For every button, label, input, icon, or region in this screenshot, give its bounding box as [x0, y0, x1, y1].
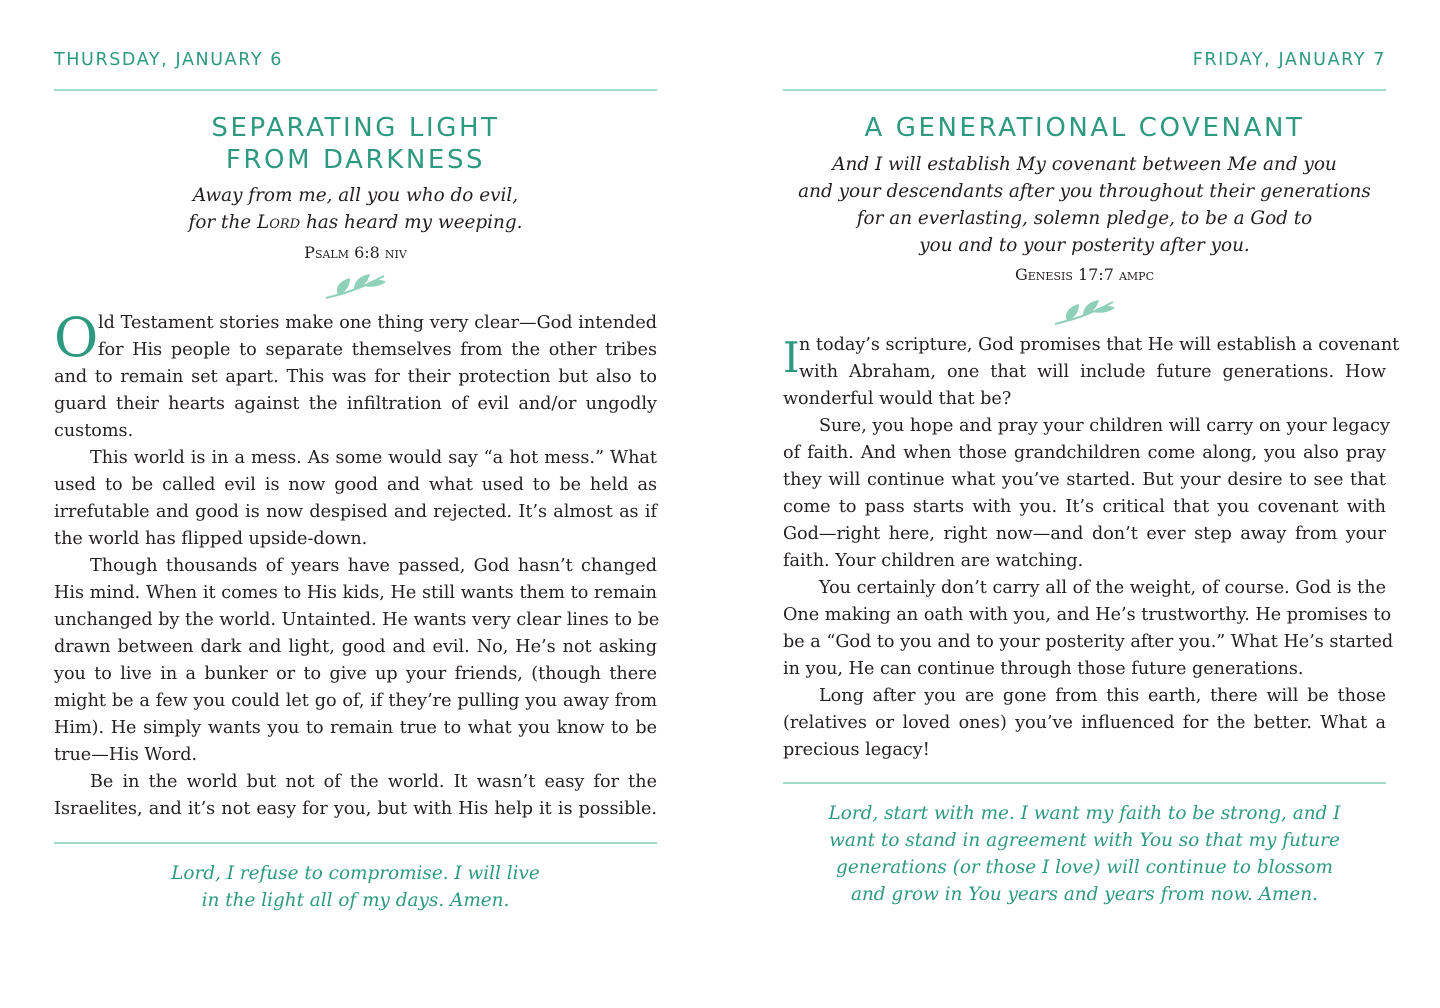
body-line: come to pass starts with you. It’s critical that you covenant with — [783, 497, 1386, 517]
title-line: A GENERATIONAL COVENANT — [864, 113, 1305, 143]
prayer-line: and grow in You years and years from now. Amen. — [851, 884, 1318, 905]
body-line: n today’s scripture, God promises that He will establish a covenant — [799, 335, 1400, 355]
right-page — [783, 0, 1400, 1008]
body-line: true—His Word. — [54, 745, 198, 765]
prayer-rule — [783, 782, 1386, 784]
devotion-body — [783, 332, 1400, 764]
prayer-line: want to stand in agreement with You so that my future — [829, 830, 1340, 851]
body-paragraph — [54, 769, 657, 823]
body-line: the world has flipped upside-down. — [54, 529, 368, 549]
body-line: for His people to separate themselves from the other tribes — [98, 340, 657, 360]
verse-line: Away from me, all you who do evil, — [192, 185, 519, 206]
prayer-line: Lord, I refuse to compromise. I will live — [171, 863, 540, 884]
body-line: you to live in a bunker or to give up your friends, (though there — [54, 664, 657, 684]
body-line: and to remain set apart. This was for their protection but also to — [54, 367, 657, 387]
body-line: Though thousands of years have passed, God hasn’t changed — [90, 556, 657, 576]
body-line: used to be called evil is now good and what used to be held as — [54, 475, 657, 495]
body-paragraph — [783, 575, 1394, 683]
scripture-citation: Psalm 6:8 niv — [304, 243, 407, 262]
title-line: FROM DARKNESS — [225, 145, 486, 175]
prayer-line: Lord, start with me. I want my faith to be strong, and I — [828, 803, 1341, 824]
body-line: ld Testament stories make one thing very clear—God intended — [98, 313, 657, 333]
devotion-title — [54, 112, 657, 176]
drop-cap: I — [783, 333, 800, 382]
verse-line: you and to your posterity after you. — [919, 235, 1250, 256]
body-paragraph — [54, 306, 657, 445]
body-line: Long after you are gone from this earth, there will be those — [819, 686, 1386, 706]
body-paragraph — [783, 332, 1400, 413]
body-paragraph — [54, 445, 657, 553]
scripture-citation: Genesis 17:7 ampc — [1014, 265, 1154, 284]
top-rule — [54, 89, 657, 91]
drop-cap: O — [54, 306, 99, 369]
body-paragraph — [783, 413, 1390, 575]
leaf-sprig-icon — [324, 272, 388, 300]
verse-line: and your descendants after you throughout their generations — [798, 181, 1371, 202]
title-line: SEPARATING LIGHT — [211, 113, 500, 143]
scripture-verse — [54, 182, 657, 236]
body-line: You certainly don’t carry all of the weight, of course. God is the — [819, 578, 1386, 598]
body-line: might be a few you could let go of, if they’re pulling you away from — [54, 691, 657, 711]
body-line: One making an oath with you, and He’s trustworthy. He promises to — [783, 605, 1392, 625]
body-line: with Abraham, one that will include future generations. How — [799, 362, 1386, 382]
body-line: in you, He can continue through those future generations. — [783, 659, 1304, 679]
scripture-verse — [783, 151, 1386, 259]
body-line: wonderful would that be? — [783, 389, 1012, 409]
body-line: of faith. And when those grandchildren come along, you also pray — [783, 443, 1386, 463]
body-line: precious legacy! — [783, 740, 930, 760]
page-date: FRIDAY, JANUARY 7 — [1192, 50, 1386, 70]
prayer-rule — [54, 842, 657, 844]
body-paragraph — [54, 553, 660, 769]
closing-prayer — [783, 800, 1386, 908]
verse-line: And I will establish My covenant between Me and you — [832, 154, 1337, 175]
left-page — [54, 0, 660, 1008]
top-rule — [783, 89, 1386, 91]
verse-line: for an everlasting, solemn pledge, to be a God to — [856, 208, 1313, 229]
body-line: be a “God to you and to your posterity after you.” What He’s started — [783, 632, 1394, 652]
body-line: His mind. When it comes to His kids, He still wants them to remain — [54, 583, 657, 603]
devotion-title — [783, 112, 1386, 144]
page-date: THURSDAY, JANUARY 6 — [54, 50, 284, 70]
closing-prayer — [54, 860, 657, 914]
body-line: unchanged by the world. Untainted. He wants very clear lines to be — [54, 610, 660, 630]
body-line: they will continue what you’ve started. But your desire to see that — [783, 470, 1386, 490]
body-line: Israelites, and it’s not easy for you, but with His help it is possible. — [54, 799, 657, 819]
body-line: faith. Your children are watching. — [783, 551, 1084, 571]
body-line: Be in the world but not of the world. It wasn’t easy for the — [90, 772, 657, 792]
body-line: irrefutable and good is now despised and rejected. It’s almost as if — [54, 502, 657, 522]
body-line: This world is in a mess. As some would say “a hot mess.” What — [90, 448, 657, 468]
body-line: drawn between dark and light, good and evil. No, He’s not asking — [54, 637, 657, 657]
prayer-line: in the light all of my days. Amen. — [201, 890, 510, 911]
body-line: God—right here, right now—and don’t ever step away from your — [783, 524, 1386, 544]
prayer-line: generations (or those I love) will continue to blossom — [836, 857, 1333, 878]
leaf-sprig-icon — [1053, 298, 1117, 326]
body-line: Sure, you hope and pray your children will carry on your legacy — [819, 416, 1390, 436]
body-line: guard their hearts against the infiltration of evil and/or ungodly — [54, 394, 657, 414]
body-line: (relatives or loved ones) you’ve influenced for the better. What a — [783, 713, 1386, 733]
devotion-body — [54, 306, 660, 823]
body-line: customs. — [54, 421, 134, 441]
body-line: Him). He simply wants you to remain true to what you know to be — [54, 718, 657, 738]
body-paragraph — [783, 683, 1386, 764]
verse-line: for the Lord has heard my weeping. — [188, 212, 523, 233]
